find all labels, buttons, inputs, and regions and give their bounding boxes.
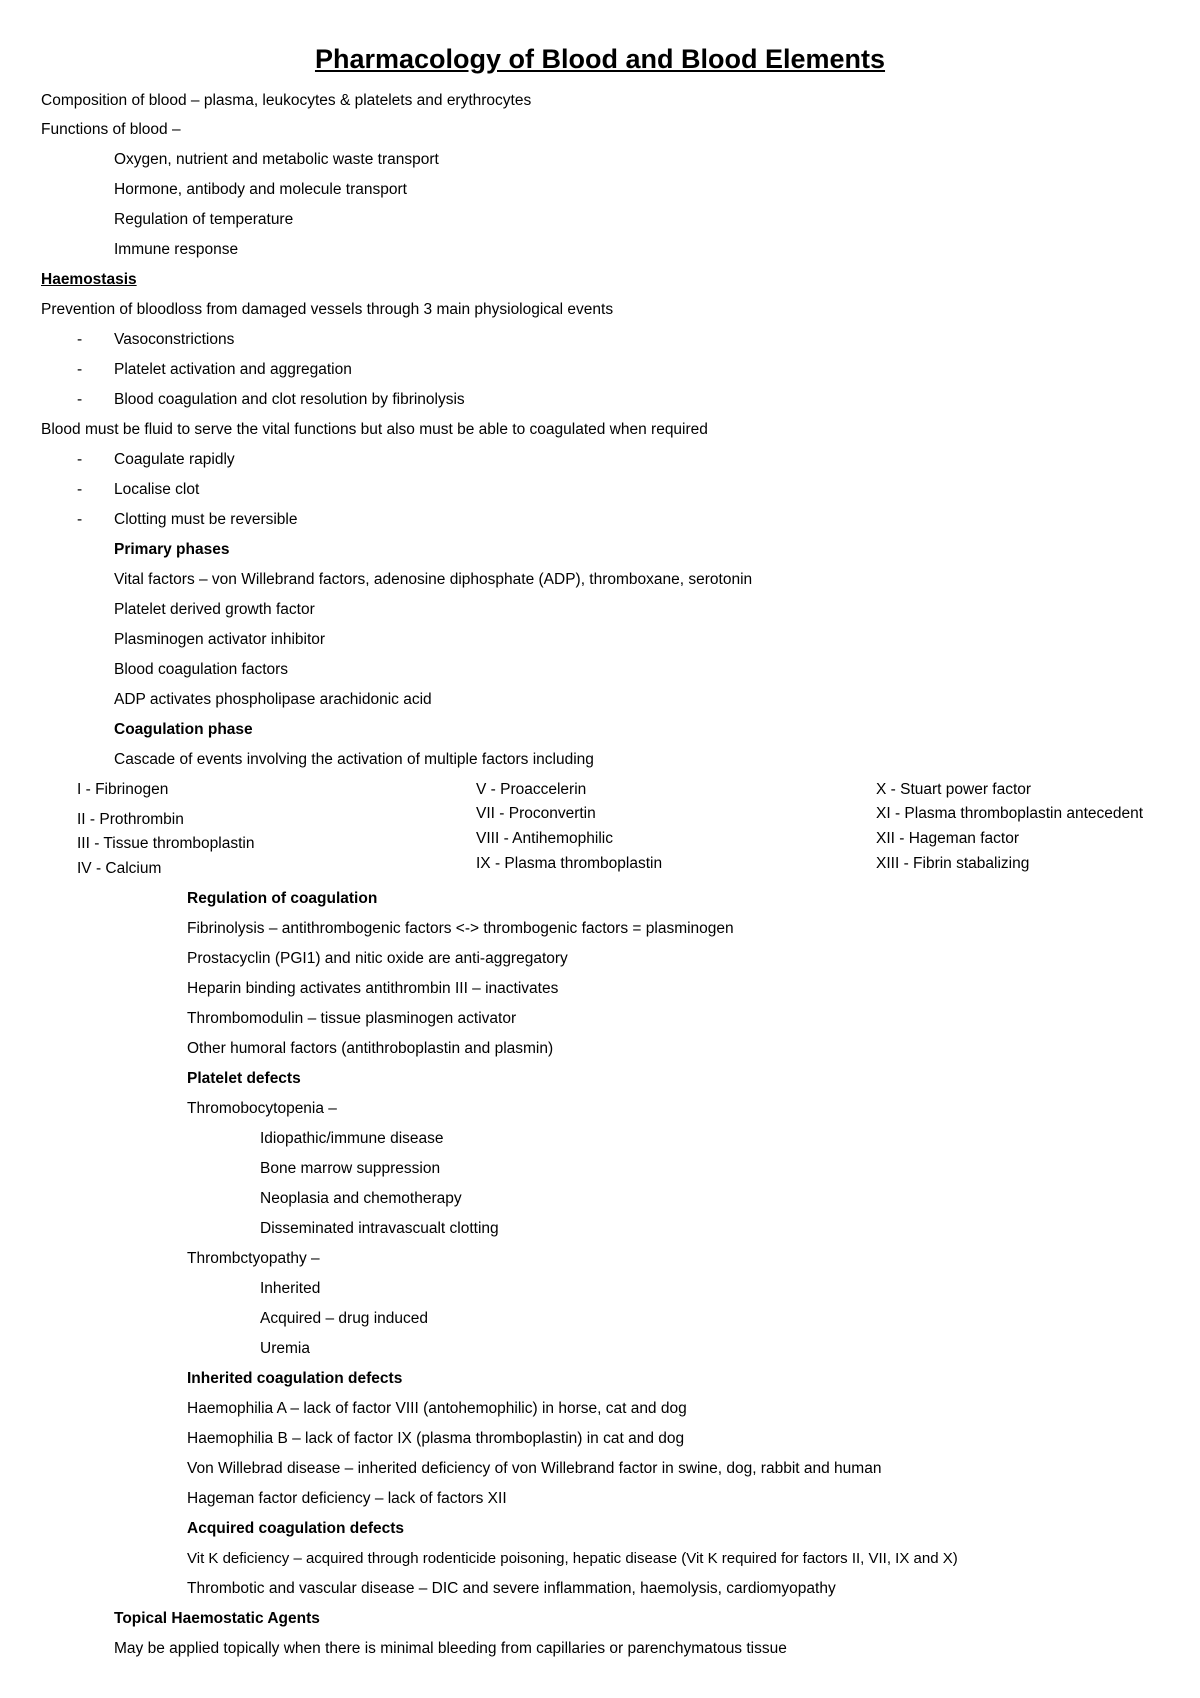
thrombocytopenia-item: Bone marrow suppression <box>260 1160 441 1177</box>
factor-item: IV - Calcium <box>77 860 162 877</box>
function-item: Regulation of temperature <box>114 211 294 228</box>
primary-phase-item: Vital factors – von Willebrand factors, adenosine diphosphate (ADP), thromboxane, serotonin <box>114 571 753 588</box>
regulation-item: Thrombomodulin – tissue plasminogen activator <box>187 1010 517 1027</box>
inherited-defect-item: Haemophilia A – lack of factor VIII (antohemophilic) in horse, cat and dog <box>187 1400 687 1417</box>
factor-item: V - Proaccelerin <box>476 781 587 798</box>
thrombocytopathy-item: Uremia <box>260 1340 310 1357</box>
thrombocytopenia-item: Neoplasia and chemotherapy <box>260 1190 462 1207</box>
function-item: Immune response <box>114 241 239 258</box>
factor-item: VIII - Antihemophilic <box>476 830 613 847</box>
regulation-item: Other humoral factors (antithroboplastin and plasmin) <box>187 1040 554 1057</box>
platelet-defects-heading: Platelet defects <box>187 1070 301 1087</box>
thrombocytopathy-item: Acquired – drug induced <box>260 1310 429 1327</box>
haemostasis-event: Blood coagulation and clot resolution by fibrinolysis <box>114 391 465 408</box>
composition-line: Composition of blood – plasma, leukocytes & platelets and erythrocytes <box>41 92 532 109</box>
function-item: Hormone, antibody and molecule transport <box>114 181 407 198</box>
factor-item: I - Fibrinogen <box>77 781 169 798</box>
function-item: Oxygen, nutrient and metabolic waste transport <box>114 151 439 168</box>
fluid-note: Blood must be fluid to serve the vital functions but also must be able to coagulated when required <box>41 421 708 438</box>
haemostasis-description: Prevention of bloodloss from damaged vessels through 3 main physiological events <box>41 301 614 318</box>
bullet-dash: - <box>77 361 83 378</box>
thrombocytopenia-heading: Thromobocytopenia – <box>187 1100 337 1117</box>
requirement-item: Localise clot <box>114 481 200 498</box>
coagulation-phase-heading: Coagulation phase <box>114 721 253 738</box>
primary-phases-heading: Primary phases <box>114 541 230 558</box>
requirement-item: Clotting must be reversible <box>114 511 298 528</box>
inherited-defects-heading: Inherited coagulation defects <box>187 1370 403 1387</box>
regulation-heading: Regulation of coagulation <box>187 890 378 907</box>
factor-item: III - Tissue thromboplastin <box>77 835 255 852</box>
bullet-dash: - <box>77 511 83 528</box>
functions-heading: Functions of blood – <box>41 121 181 138</box>
bullet-dash: - <box>77 331 83 348</box>
factor-item: IX - Plasma thromboplastin <box>476 855 663 872</box>
acquired-defects-heading: Acquired coagulation defects <box>187 1520 405 1537</box>
bullet-dash: - <box>77 481 83 498</box>
primary-phase-item: ADP activates phospholipase arachidonic acid <box>114 691 432 708</box>
inherited-defect-item: Von Willebrad disease – inherited deficiency of von Willebrand factor in swine, dog, rabbit and human <box>187 1460 882 1477</box>
factor-item: XIII - Fibrin stabalizing <box>876 855 1030 872</box>
document-title: Pharmacology of Blood and Blood Elements <box>314 44 886 74</box>
factor-item: XI - Plasma thromboplastin antecedent <box>876 805 1144 822</box>
factor-item: II - Prothrombin <box>77 811 184 828</box>
factor-item: XII - Hageman factor <box>876 830 1020 847</box>
bullet-dash: - <box>77 391 83 408</box>
thrombocytopathy-item: Inherited <box>260 1280 321 1297</box>
factor-item: VII - Proconvertin <box>476 805 596 822</box>
acquired-defect-item: Thrombotic and vascular disease – DIC and severe inflammation, haemolysis, cardiomyopathy <box>187 1580 836 1597</box>
haemostasis-heading: Haemostasis <box>41 271 137 288</box>
primary-phase-item: Plasminogen activator inhibitor <box>114 631 326 648</box>
requirement-item: Coagulate rapidly <box>114 451 235 468</box>
haemostasis-event: Vasoconstrictions <box>114 331 235 348</box>
thrombocytopenia-item: Idiopathic/immune disease <box>260 1130 444 1147</box>
regulation-item: Prostacyclin (PGI1) and nitic oxide are anti-aggregatory <box>187 950 568 967</box>
primary-phase-item: Platelet derived growth factor <box>114 601 315 618</box>
inherited-defect-item: Hageman factor deficiency – lack of factors XII <box>187 1490 507 1507</box>
regulation-item: Fibrinolysis – antithrombogenic factors <-> thrombogenic factors = plasminogen <box>187 920 734 937</box>
factor-item: X - Stuart power factor <box>876 781 1032 798</box>
thrombocytopathy-heading: Thrombctyopathy – <box>187 1250 320 1267</box>
regulation-item: Heparin binding activates antithrombin III – inactivates <box>187 980 559 997</box>
topical-agents-description: May be applied topically when there is minimal bleeding from capillaries or parenchymatous tissue <box>114 1640 787 1657</box>
topical-agents-heading: Topical Haemostatic Agents <box>114 1610 320 1627</box>
acquired-defect-item: Vit K deficiency – acquired through rodenticide poisoning, hepatic disease (Vit K required for factors II, VII, IX and X) <box>187 1550 958 1567</box>
coagulation-phase-description: Cascade of events involving the activation of multiple factors including <box>114 751 594 768</box>
haemostasis-event: Platelet activation and aggregation <box>114 361 352 378</box>
inherited-defect-item: Haemophilia B – lack of factor IX (plasma thromboplastin) in cat and dog <box>187 1430 685 1447</box>
thrombocytopenia-item: Disseminated intravascualt clotting <box>260 1220 499 1237</box>
bullet-dash: - <box>77 451 83 468</box>
primary-phase-item: Blood coagulation factors <box>114 661 289 678</box>
